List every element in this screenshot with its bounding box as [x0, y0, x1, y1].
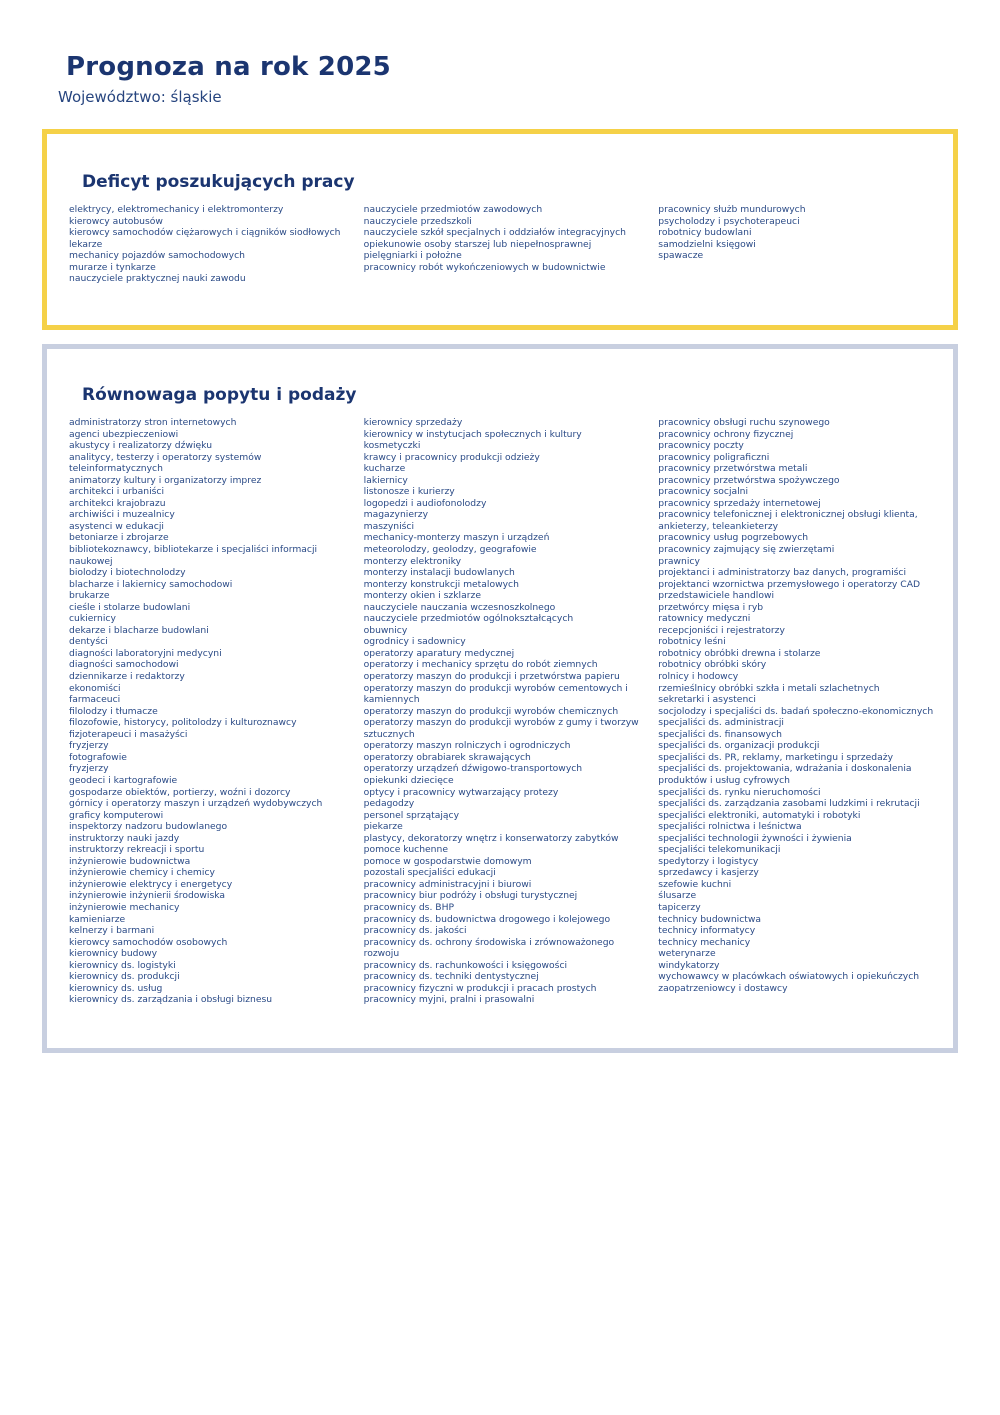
occupation-item: technicy informatycy	[658, 925, 756, 937]
occupation-item: fryzjerzy	[69, 740, 109, 752]
occupation-item: socjolodzy i specjaliści ds. badań społeczno-ekonomicznych	[658, 705, 934, 717]
occupation-item: pracownicy służb mundurowych	[658, 204, 806, 215]
deficit-section	[42, 129, 958, 330]
deficit-column-2	[364, 204, 659, 285]
occupation-item: dekarze i blacharze budowlani	[69, 624, 209, 636]
occupation-item: sprzedawcy i kasjerzy	[658, 867, 759, 879]
occupation-item: archiwiści i muzealnicy	[69, 509, 175, 521]
occupation-item: pracownicy ochrony fizycznej	[658, 428, 794, 440]
occupation-item: specjaliści ds. zarządzania zasobami ludzkimi i rekrutacji	[658, 798, 920, 810]
occupation-item: architekci i urbaniści	[69, 486, 165, 498]
occupation-item: prawnicy	[658, 555, 700, 567]
occupation-item: windykatorzy	[658, 959, 720, 971]
occupation-item: pracownicy zajmujący się zwierzętami	[658, 544, 835, 556]
occupation-item: pracownicy przetwórstwa metali	[658, 463, 808, 475]
occupation-item: nauczyciele praktycznej nauki zawodu	[69, 273, 246, 285]
occupation-item: operatorzy maszyn do produkcji wyrobów z gumy i tworzyw	[363, 717, 639, 729]
occupation-item: analitycy, testerzy i operatorzy systemów	[69, 451, 262, 463]
occupation-item: spedytorzy i logistycy	[658, 855, 759, 867]
occupation-item: cukiernicy	[69, 613, 116, 625]
occupation-item: produktów i usług cyfrowych	[658, 774, 790, 786]
occupation-item: rolnicy i hodowcy	[658, 671, 739, 683]
occupation-item: pracownicy ds. techniki dentystycznej	[363, 971, 539, 983]
occupation-item: kamieniarze	[69, 913, 126, 925]
occupation-item: pozostali specjaliści edukacji	[363, 867, 496, 879]
occupation-item: rzemieślnicy obróbki szkła i metali szlachetnych	[658, 682, 880, 694]
occupation-item: weterynarze	[658, 948, 716, 960]
occupation-item: pracownicy fizyczni w produkcji i pracach prostych	[363, 982, 597, 994]
occupation-item: lekarze	[69, 238, 103, 250]
occupation-item: kierowcy autobusów	[69, 215, 163, 227]
occupation-item: pracownicy administracyjni i biurowi	[363, 878, 532, 890]
occupation-item: przedstawiciele handlowi	[658, 590, 775, 602]
occupation-item: diagności samochodowi	[69, 659, 179, 671]
occupation-item: listonosze i kurierzy	[363, 486, 455, 498]
occupation-item: nauczyciele przedmiotów ogólnokształcących	[363, 613, 574, 625]
page-title: Prognoza na rok 2025	[66, 52, 391, 82]
occupation-item: projektanci i administratorzy baz danych, programiści	[658, 567, 907, 579]
occupation-item: pedagodzy	[363, 798, 415, 810]
occupation-item: pomoce kuchenne	[363, 844, 448, 856]
occupation-item: pomoce w gospodarstwie domowym	[363, 855, 532, 867]
region-subtitle: Województwo: śląskie	[58, 88, 222, 106]
occupation-item: specjaliści elektroniki, automatyki i robotyki	[658, 809, 861, 821]
balance-heading: Równowaga popytu i podaży	[82, 385, 357, 405]
occupation-item: filolodzy i tłumacze	[69, 705, 158, 717]
occupation-item: przetwórcy mięsa i ryb	[658, 601, 764, 613]
deficit-column-1	[69, 204, 364, 285]
occupation-item: pracownicy socjalni	[658, 486, 749, 498]
balance-column-2	[364, 417, 659, 1006]
occupation-item: naukowej	[69, 555, 113, 567]
occupation-item: nauczyciele nauczania wczesnoszkolnego	[363, 601, 556, 613]
occupation-item: elektrycy, elektromechanicy i elektromonterzy	[69, 204, 284, 215]
occupation-item: pielęgniarki i położne	[363, 250, 462, 262]
balance-column-1	[69, 417, 364, 1006]
occupation-item: piekarze	[363, 821, 403, 833]
occupation-item: meteorolodzy, geolodzy, geografowie	[363, 544, 537, 556]
occupation-item: betoniarze i zbrojarze	[69, 532, 169, 544]
occupation-item: monterzy konstrukcji metalowych	[363, 578, 519, 590]
occupation-item: samodzielni księgowi	[658, 238, 756, 250]
occupation-item: diagności laboratoryjni medycyni	[69, 647, 222, 659]
occupation-item: kierownicy ds. zarządzania i obsługi biznesu	[69, 994, 273, 1006]
occupation-item: inżynierowie chemicy i chemicy	[69, 867, 215, 879]
occupation-item: gospodarze obiektów, portierzy, woźni i dozorcy	[69, 786, 291, 798]
balance-columns	[69, 417, 945, 1006]
occupation-item: operatorzy maszyn do produkcji wyrobów chemicznych	[363, 705, 619, 717]
occupation-item: nauczyciele szkół specjalnych i oddziałów integracyjnych	[363, 227, 626, 239]
occupation-item: teleinformatycznych	[69, 463, 163, 475]
occupation-item: biolodzy i biotechnolodzy	[69, 567, 186, 579]
occupation-item: nauczyciele przedmiotów zawodowych	[363, 204, 543, 215]
deficit-columns	[69, 204, 945, 285]
occupation-item: murarze i tynkarze	[69, 261, 156, 273]
occupation-item: mechanicy pojazdów samochodowych	[69, 250, 245, 262]
occupation-item: farmaceuci	[69, 694, 121, 706]
occupation-item: akustycy i realizatorzy dźwięku	[69, 440, 213, 452]
occupation-item: nauczyciele przedszkoli	[363, 215, 472, 227]
occupation-item: specjaliści ds. rynku nieruchomości	[658, 786, 821, 798]
occupation-item: specjaliści ds. organizacji produkcji	[658, 740, 820, 752]
occupation-item: filozofowie, historycy, politolodzy i kulturoznawcy	[69, 717, 297, 729]
occupation-item: personel sprzątający	[363, 809, 460, 821]
occupation-item: górnicy i operatorzy maszyn i urządzeń wydobywczych	[69, 798, 323, 810]
occupation-item: pracownicy przetwórstwa spożywczego	[658, 474, 840, 486]
occupation-item: kierowcy samochodów ciężarowych i ciągników siodłowych	[69, 227, 341, 239]
occupation-item: pracownicy ds. ochrony środowiska i zrównoważonego	[363, 936, 615, 948]
occupation-item: pracownicy usług pogrzebowych	[658, 532, 809, 544]
occupation-item: recepcjoniści i rejestratorzy	[658, 624, 785, 636]
occupation-item: ekonomiści	[69, 682, 121, 694]
occupation-item: zaopatrzeniowcy i dostawcy	[658, 982, 788, 994]
occupation-item: opiekunowie osoby starszej lub niepełnosprawnej	[363, 238, 592, 250]
occupation-item: ratownicy medyczni	[658, 613, 751, 625]
occupation-item: fotografowie	[69, 751, 127, 763]
occupation-item: robotnicy leśni	[658, 636, 726, 648]
occupation-item: inżynierowie inżynierii środowiska	[69, 890, 226, 902]
occupation-item: mechanicy-monterzy maszyn i urządzeń	[363, 532, 550, 544]
occupation-item: psycholodzy i psychoterapeuci	[658, 215, 800, 227]
occupation-item: krawcy i pracownicy produkcji odzieży	[363, 451, 540, 463]
occupation-item: kamiennych	[363, 694, 420, 706]
occupation-item: ślusarze	[658, 890, 697, 902]
occupation-item: kierownicy ds. usług	[69, 982, 163, 994]
balance-column-3	[658, 417, 945, 1006]
occupation-item: szefowie kuchni	[658, 878, 732, 890]
occupation-item: pracownicy ds. BHP	[363, 901, 455, 913]
occupation-item: pracownicy myjni, pralni i prasowalni	[363, 994, 535, 1006]
occupation-item: administratorzy stron internetowych	[69, 417, 237, 428]
occupation-item: kierownicy ds. produkcji	[69, 971, 180, 983]
occupation-item: blacharze i lakiernicy samochodowi	[69, 578, 233, 590]
occupation-item: pracownicy robót wykończeniowych w budownictwie	[363, 261, 606, 273]
deficit-column-3	[658, 204, 945, 285]
occupation-item: opiekunki dziecięce	[363, 774, 454, 786]
occupation-item: operatorzy aparatury medycznej	[363, 647, 515, 659]
occupation-item: specjaliści telekomunikacji	[658, 844, 781, 856]
occupation-item: robotnicy budowlani	[658, 227, 752, 239]
occupation-item: brukarze	[69, 590, 110, 602]
occupation-item: cieśle i stolarze budowlani	[69, 601, 191, 613]
occupation-item: kucharze	[363, 463, 406, 475]
occupation-item: operatorzy i mechanicy sprzętu do robót ziemnych	[363, 659, 598, 671]
occupation-item: inżynierowie elektrycy i energetycy	[69, 878, 233, 890]
occupation-item: inżynierowie mechanicy	[69, 901, 180, 913]
occupation-item: fryzjerzy	[69, 763, 109, 775]
occupation-item: operatorzy maszyn do produkcji i przetwórstwa papieru	[363, 671, 620, 683]
occupation-item: monterzy okien i szklarze	[363, 590, 481, 602]
occupation-item: instruktorzy nauki jazdy	[69, 832, 180, 844]
occupation-item: inżynierowie budownictwa	[69, 855, 191, 867]
occupation-item: pracownicy biur podróży i obsługi turystycznej	[363, 890, 578, 902]
occupation-item: specjaliści ds. projektowania, wdrażania i doskonalenia	[658, 763, 912, 775]
occupation-item: logopedzi i audiofonolodzy	[363, 497, 487, 509]
occupation-item: pracownicy telefonicznej i elektronicznej obsługi klienta,	[658, 509, 918, 521]
occupation-item: kosmetyczki	[363, 440, 421, 452]
occupation-item: plastycy, dekoratorzy wnętrz i konserwatorzy zabytków	[363, 832, 619, 844]
occupation-item: architekci krajobrazu	[69, 497, 166, 509]
occupation-item: technicy budownictwa	[658, 913, 761, 925]
occupation-item: specjaliści ds. PR, reklamy, marketingu i sprzedaży	[658, 751, 894, 763]
occupation-item: operatorzy maszyn rolniczych i ogrodniczych	[363, 740, 571, 752]
occupation-item: kierownicy sprzedaży	[363, 417, 463, 428]
occupation-item: specjaliści technologii żywności i żywienia	[658, 832, 852, 844]
occupation-item: pracownicy sprzedaży internetowej	[658, 497, 821, 509]
occupation-item: wychowawcy w placówkach oświatowych i opiekuńczych	[658, 971, 920, 983]
occupation-item: geodeci i kartografowie	[69, 774, 178, 786]
occupation-item: specjaliści rolnictwa i leśnictwa	[658, 821, 802, 833]
occupation-item: pracownicy ds. rachunkowości i księgowości	[363, 959, 568, 971]
occupation-item: specjaliści ds. administracji	[658, 717, 784, 729]
occupation-item: monterzy instalacji budowlanych	[363, 567, 515, 579]
occupation-item: pracownicy ds. budownictwa drogowego i kolejowego	[363, 913, 611, 925]
occupation-item: pracownicy ds. jakości	[363, 925, 467, 937]
occupation-item: inspektorzy nadzoru budowlanego	[69, 821, 228, 833]
occupation-item: pracownicy obsługi ruchu szynowego	[658, 417, 830, 428]
occupation-item: fizjoterapeuci i masażyści	[69, 728, 188, 740]
occupation-item: pracownicy poczty	[658, 440, 744, 452]
occupation-item: operatorzy obrabiarek skrawających	[363, 751, 531, 763]
occupation-item: animatorzy kultury i organizatorzy imprez	[69, 474, 262, 486]
occupation-item: monterzy elektroniky	[363, 555, 462, 567]
occupation-item: robotnicy obróbki skóry	[658, 659, 767, 671]
occupation-item: kierownicy w instytucjach społecznych i kultury	[363, 428, 582, 440]
occupation-item: ogrodnicy i sadownicy	[363, 636, 466, 648]
occupation-item: sekretarki i asystenci	[658, 694, 756, 706]
occupation-item: dziennikarze i redaktorzy	[69, 671, 185, 683]
occupation-item: robotnicy obróbki drewna i stolarze	[658, 647, 821, 659]
occupation-item: kierownicy budowy	[69, 948, 158, 960]
occupation-item: optycy i pracownicy wytwarzający protezy	[363, 786, 559, 798]
balance-section	[42, 344, 958, 1053]
occupation-item: bibliotekoznawcy, bibliotekarze i specjaliści informacji	[69, 544, 318, 556]
occupation-item: spawacze	[658, 250, 704, 262]
occupation-item: instruktorzy rekreacji i sportu	[69, 844, 205, 856]
occupation-item: kelnerzy i barmani	[69, 925, 155, 937]
occupation-item: graficy komputerowi	[69, 809, 164, 821]
occupation-item: rozwoju	[363, 948, 400, 960]
deficit-heading: Deficyt poszukujących pracy	[82, 172, 355, 192]
occupation-item: dentyści	[69, 636, 108, 648]
occupation-item: specjaliści ds. finansowych	[658, 728, 782, 740]
occupation-item: agenci ubezpieczeniowi	[69, 428, 179, 440]
occupation-item: magazynierzy	[363, 509, 429, 521]
occupation-item: pracownicy poligraficzni	[658, 451, 770, 463]
occupation-item: ankieterzy, teleankieterzy	[658, 520, 779, 532]
occupation-item: technicy mechanicy	[658, 936, 751, 948]
occupation-item: sztucznych	[363, 728, 415, 740]
occupation-item: lakiernicy	[363, 474, 408, 486]
occupation-item: operatorzy urządzeń dźwigowo-transportowych	[363, 763, 583, 775]
occupation-item: obuwnicy	[363, 624, 408, 636]
occupation-item: kierowcy samochodów osobowych	[69, 936, 228, 948]
occupation-item: operatorzy maszyn do produkcji wyrobów cementowych i	[363, 682, 628, 694]
occupation-item: tapicerzy	[658, 901, 701, 913]
occupation-item: projektanci wzornictwa przemysłowego i operatorzy CAD	[658, 578, 921, 590]
occupation-item: maszyniści	[363, 520, 415, 532]
occupation-item: kierownicy ds. logistyki	[69, 959, 176, 971]
occupation-item: asystenci w edukacji	[69, 520, 164, 532]
